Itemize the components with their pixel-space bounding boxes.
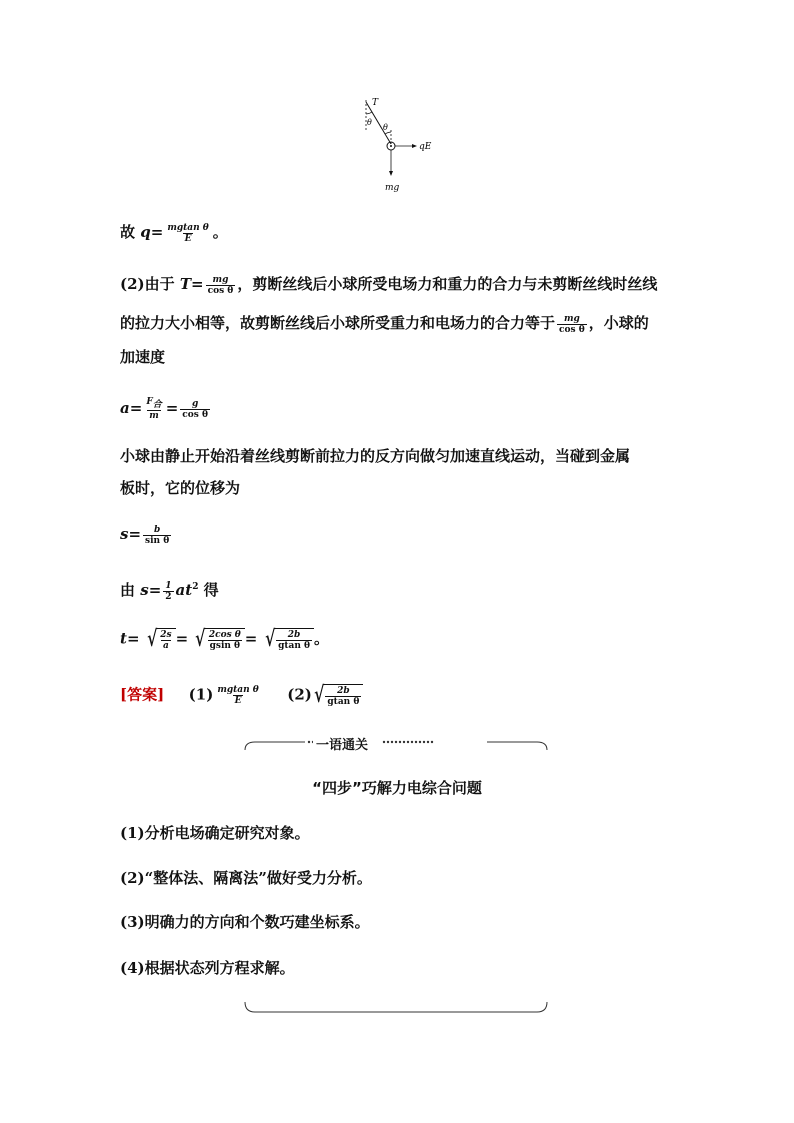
displacement-equation: s= $\frac{b}{\text{sin θ}}$ [120,524,170,546]
acceleration-equation: a= $\frac{\text{F合}}{m}$ = $\frac{g}{\text{cos θ}}$ [120,397,208,421]
angle-arc-right [385,132,391,134]
theta-left-label: θ [367,118,372,127]
part2-line3: 加速度 [120,348,166,366]
kinematics-line: 由 s= $\frac{1}{2}$ $at^2$ 得 [120,580,219,602]
summary-step-4: (4)根据状态列方程求解。 [120,959,295,977]
summary-box-header: 一语通关 [313,734,371,753]
part2-line2: 的拉力大小相等，故剪断丝线后小球所受重力和电场力的合力等于 $\frac{mg}{\text{cos θ}}$ ，小球的 [120,313,649,335]
motion-line1: 小球由静止开始沿着丝线剪断前拉力的反方向做匀加速直线运动，当碰到金属 [120,447,631,465]
summary-step-3: (3)明确力的方向和个数巧建坐标系。 [120,913,370,931]
time-equation: t= √ $\frac{2s}{a}$ = √ $\frac{\text{2cos θ}}{\text{gsin θ}}$ = √ $\frac{2b}{\text{gtan θ}}$ 。 [120,626,330,652]
answer-tag: [答案] [120,685,165,704]
angle-arc-left [366,112,372,114]
electric-force-label: qE [419,142,432,152]
summary-box-top-border [243,736,549,752]
theta-right-label: θ [383,123,388,132]
gravity-label: mg [385,183,400,193]
tension-label: T [372,98,379,108]
summary-step-1: (1)分析电场确定研究对象。 [120,824,310,842]
part2-line1: (2)由于 T= $\frac{mg}{\text{cos θ}}$ ，剪断丝线后小球所受电场力和重力的合力与未剪断丝线时丝线 [120,274,658,296]
motion-line2: 板时，它的位移为 [120,479,241,497]
result-q-line: 故 q= $\frac{\text{mgtan θ}}{E}$ 。 [120,222,228,244]
summary-title: “四步”巧解力电综合问题 [312,779,482,797]
answer-line: [答案] (1) $\frac{\text{mgtan θ}}{E}$ (2) √ $\frac{2b}{\text{gtan θ}}$ [120,684,363,707]
force-diagram [355,92,445,197]
summary-box-bottom-border [243,1000,549,1016]
summary-step-2: (2)“整体法、隔离法”做好受力分析。 [120,869,372,887]
